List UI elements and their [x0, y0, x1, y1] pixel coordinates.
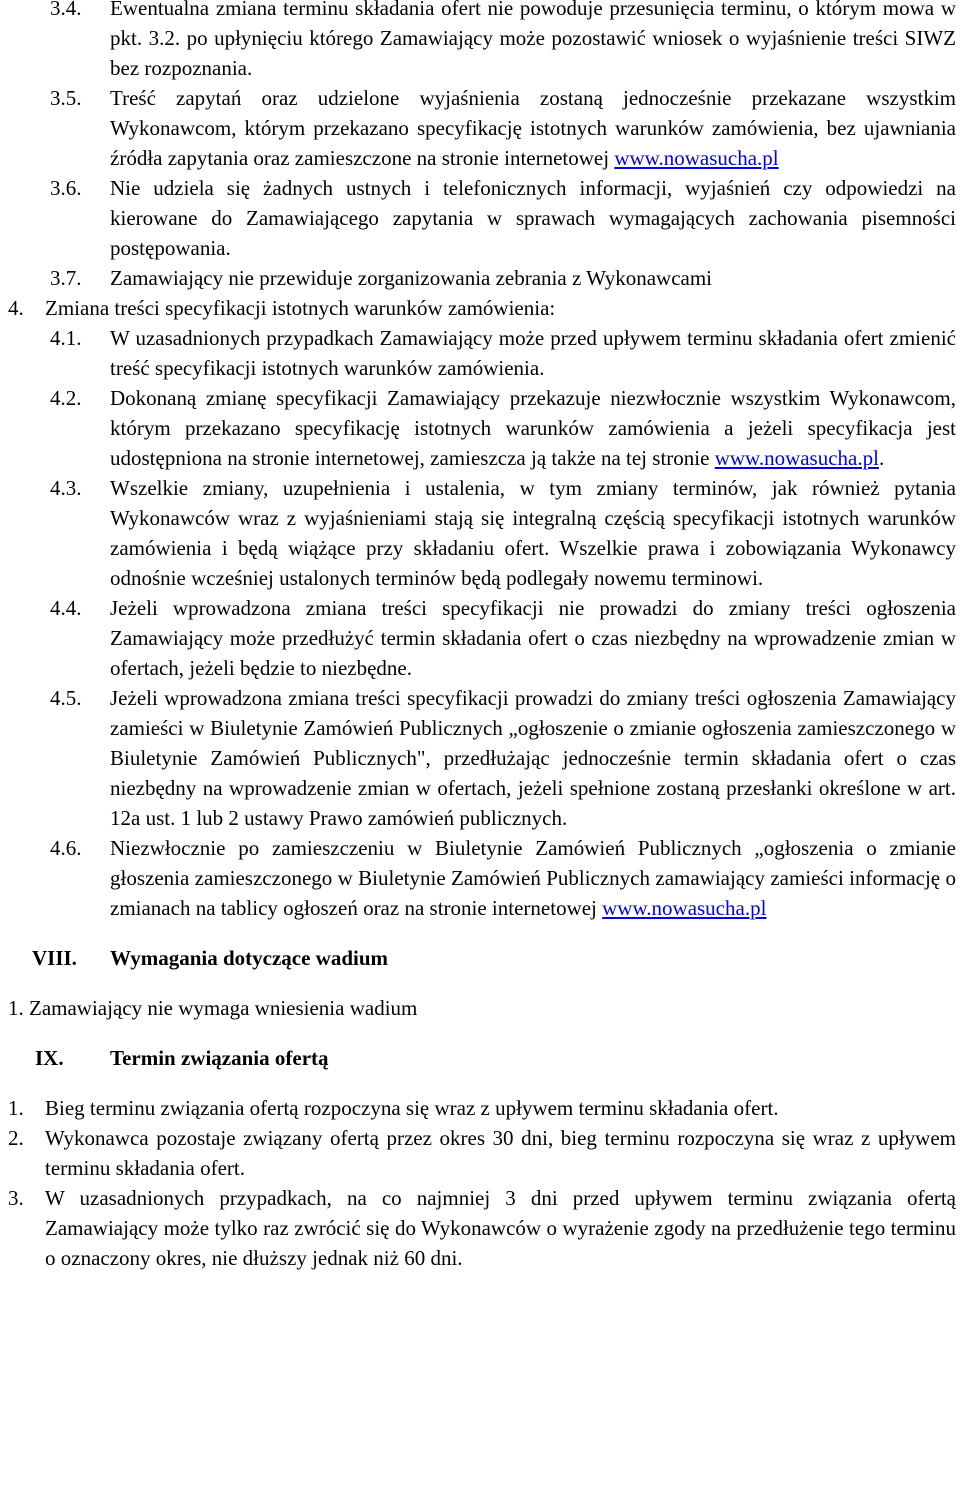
- item-number: 4.4.: [50, 596, 82, 620]
- item-3-4: [0, 0, 960, 83]
- ix-point-3: [0, 1183, 960, 1273]
- item-number: 4.6.: [50, 836, 82, 860]
- item-number: 3.7.: [50, 266, 82, 290]
- item-number: 4.3.: [50, 476, 82, 500]
- item-3-7: [0, 263, 960, 293]
- item-text: Jeżeli wprowadzona zmiana treści specyfikacji nie prowadzi do zmiany treści ogłoszenia Zamawiający może przedłużyć termin składania ofert o czas niezbędny na wprowadzenie zmian w ofertach, jeżeli będzie to niezbędne.: [110, 596, 956, 680]
- point-number: 2.: [8, 1126, 24, 1150]
- item-4-6: [0, 833, 960, 923]
- item-text: Dokonaną zmianę specyfikacji Zamawiający przekazuje niezwłocznie wszystkim Wykonawcom, którym przekazano specyfikację istotnych warunków zamówienia a jeżeli specyfikacja jest udostępniona na stronie internetowej, zamieszcza ją także na tej stronie: [110, 386, 956, 470]
- item-number: 4.5.: [50, 686, 82, 710]
- item-text: W uzasadnionych przypadkach Zamawiający może przed upływem terminu składania ofert zmienić treść specyfikacji istotnych warunków zamówienia.: [110, 326, 956, 380]
- section-heading-ix: [0, 1043, 960, 1073]
- section-heading-number: IX.: [35, 1046, 64, 1070]
- item-3-5: [0, 83, 960, 173]
- ix-point-1: [0, 1093, 960, 1123]
- item-text: Wszelkie zmiany, uzupełnienia i ustalenia, w tym zmiany terminów, jak również pytania Wykonawców wraz z wyjaśnieniami stają się integralną częścią specyfikacji istotnych warunków zamówienia i będą wiążące przy składaniu ofert. Wszelkie prawa i zobowiązania Wykonawcy odnośnie wcześniej ustalonych terminów będą podlegały nowemu terminowi.: [110, 476, 956, 590]
- website-link[interactable]: www.nowasucha.pl: [614, 146, 779, 170]
- section-heading-number: VIII.: [32, 946, 77, 970]
- point-text: W uzasadnionych przypadkach, na co najmniej 3 dni przed upływem terminu związania ofertą Zamawiający może tylko raz zwrócić się do Wykonawców o wyrażenie zgody na przedłużenie tego terminu o oznaczony okres, nie dłuższy jednak niż 60 dni.: [45, 1186, 956, 1270]
- item-number: 3.4.: [50, 0, 82, 20]
- item-text: Ewentualna zmiana terminu składania ofert nie powoduje przesunięcia terminu, o którym mowa w pkt. 3.2. po upłynięciu którego Zamawiający może pozostawić wniosek o wyjaśnienie treści SIWZ bez rozpoznania.: [110, 0, 956, 80]
- item-text: Nie udziela się żadnych ustnych i telefonicznych informacji, wyjaśnień czy odpowiedzi na kierowane do Zamawiającego zapytania w sprawach wymagających zachowania pisemności postępowania.: [110, 176, 956, 260]
- item-4-5: [0, 683, 960, 833]
- website-link[interactable]: www.nowasucha.pl: [602, 896, 767, 920]
- section-heading-viii: [0, 943, 960, 973]
- section-text: Zmiana treści specyfikacji istotnych warunków zamówienia:: [45, 296, 556, 320]
- item-text-end: .: [878, 446, 885, 470]
- point-text: Wykonawca pozostaje związany ofertą przez okres 30 dni, bieg terminu rozpoczyna się wraz z upływem terminu składania ofert.: [45, 1126, 956, 1180]
- item-text: Zamawiający nie przewiduje zorganizowania zebrania z Wykonawcami: [110, 266, 713, 290]
- item-3-6: [0, 173, 960, 263]
- item-number: 4.2.: [50, 386, 82, 410]
- item-number: 3.5.: [50, 86, 82, 110]
- item-text: Niezwłocznie po zamieszczeniu w Biuletynie Zamówień Publicznych „ogłoszenia o zmianie głoszenia zamieszczonego w Biuletynie Zamówień Publicznych zamawiający zamieści informację o zmianach na tablicy ogłoszeń oraz na stronie internetowej: [110, 836, 956, 920]
- website-link[interactable]: www.nowasucha.pl: [714, 446, 879, 470]
- point-text: Bieg terminu związania ofertą rozpoczyna się wraz z upływem terminu składania ofert.: [45, 1096, 779, 1120]
- section-heading-title: Termin związania ofertą: [110, 1046, 329, 1070]
- item-4-4: [0, 593, 960, 683]
- item-text: Jeżeli wprowadzona zmiana treści specyfikacji prowadzi do zmiany treści ogłoszenia Zamawiający zamieści w Biuletynie Zamówień Publicznych „ogłoszenie o zmianie ogłoszenia zamieszczonego w Biuletynie Zamówień Publicznych", przedłużając jednocześnie termin składania ofert o czas niezbędny na wprowadzenie zmian w ofertach, jeżeli spełnione zostaną przesłanki określone w art. 12a ust. 1 lub 2 ustawy Prawo zamówień publicznych.: [110, 686, 956, 830]
- point-text: 1. Zamawiający nie wymaga wniesienia wadium: [8, 996, 418, 1020]
- section-4: [0, 293, 960, 323]
- item-text: Treść zapytań oraz udzielone wyjaśnienia zostaną jednocześnie przekazane wszystkim Wykonawcom, którym przekazano specyfikację istotnych warunków zamówienia, bez ujawniania źródła zapytania oraz zamieszczone na stronie internetowej: [110, 86, 956, 170]
- item-4-3: [0, 473, 960, 593]
- item-4-1: [0, 323, 960, 383]
- point-number: 1.: [8, 1096, 24, 1120]
- item-4-2: [0, 383, 960, 473]
- ix-point-2: [0, 1123, 960, 1183]
- section-number: 4.: [8, 296, 24, 320]
- point-number: 3.: [8, 1186, 24, 1210]
- item-number: 4.1.: [50, 326, 82, 350]
- viii-point-1: [0, 993, 960, 1023]
- section-heading-title: Wymagania dotyczące wadium: [110, 946, 389, 970]
- item-number: 3.6.: [50, 176, 82, 200]
